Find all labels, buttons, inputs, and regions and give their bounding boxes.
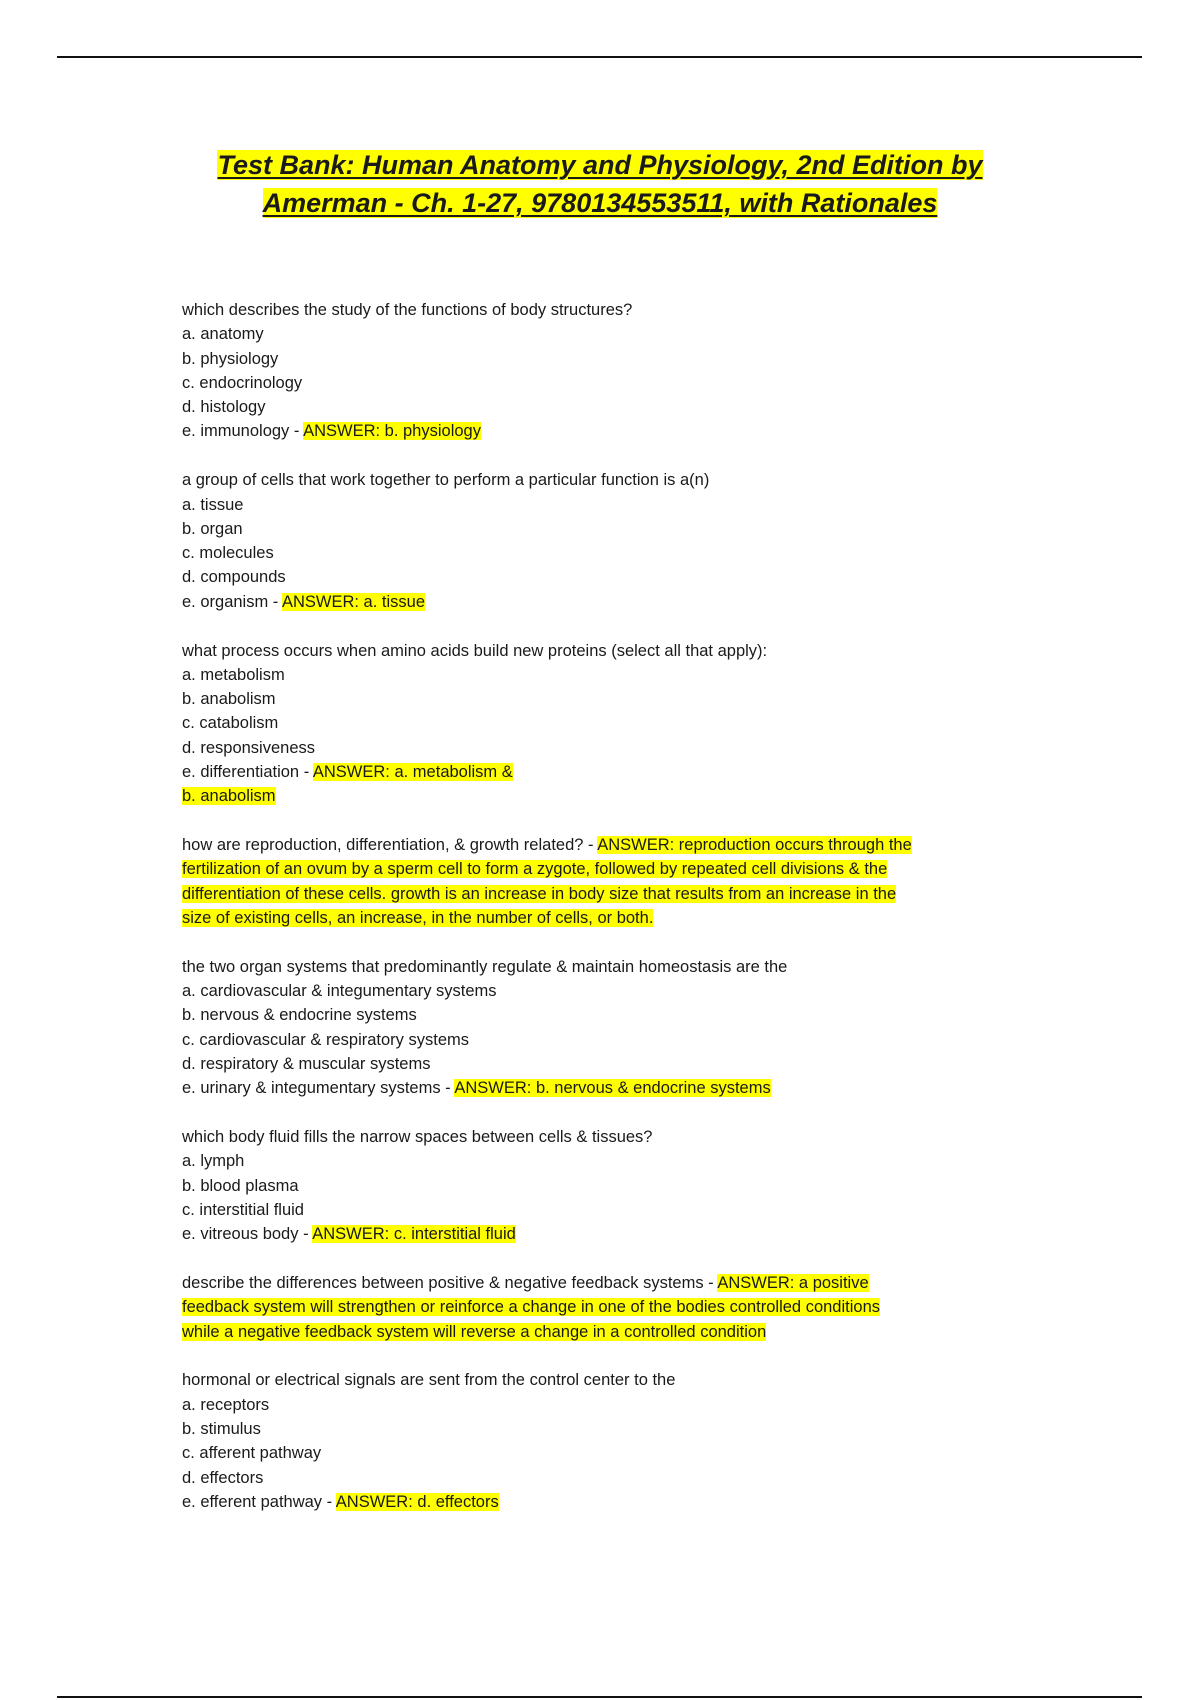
option-with-answer: [182, 590, 1042, 614]
option: c. endocrinology: [182, 373, 303, 392]
question-8: [182, 1368, 1042, 1514]
answer-continuation: [182, 906, 1042, 930]
option: e. immunology -: [182, 422, 304, 441]
answer-highlight: ANSWER: b. physiology: [303, 422, 481, 441]
option-with-answer: [182, 1490, 1042, 1514]
answer-highlight: size of existing cells, an increase, in the number of cells, or both.: [182, 909, 654, 928]
option: c. molecules: [182, 544, 274, 563]
answer-highlight: feedback system will strengthen or reinforce a change in one of the bodies controlled conditions: [182, 1298, 880, 1317]
question-4: [182, 833, 1042, 930]
answer-highlight: ANSWER: b. nervous & endocrine systems: [454, 1079, 771, 1098]
option: d. respiratory & muscular systems: [182, 1055, 431, 1074]
answer-highlight: fertilization of an ovum by a sperm cell to form a zygote, followed by repeated cell divisions & the: [182, 860, 888, 879]
answer-highlight: differentiation of these cells. growth is an increase in body size that results from an increase in the: [182, 884, 897, 903]
question-5: [182, 955, 1042, 1101]
option: b. anabolism: [182, 690, 276, 709]
top-rule: [57, 56, 1142, 58]
option: a. receptors: [182, 1395, 270, 1414]
question-3: [182, 639, 1042, 809]
bottom-rule: [57, 1696, 1142, 1698]
option: c. afferent pathway: [182, 1444, 322, 1463]
document-title: [0, 146, 1200, 222]
answer-highlight: ANSWER: a positive: [717, 1274, 869, 1293]
option: c. interstitial fluid: [182, 1201, 304, 1219]
question-7: [182, 1271, 1042, 1344]
option: a. anatomy: [182, 325, 264, 344]
option: b. stimulus: [182, 1420, 261, 1439]
answer-continuation: [182, 1320, 1042, 1344]
question-with-answer: [182, 833, 1042, 857]
question-list: [182, 298, 1042, 1514]
option: e. organism -: [182, 592, 282, 611]
question-stem: what process occurs when amino acids build new proteins (select all that apply):: [182, 641, 768, 660]
option-with-answer: [182, 1222, 1042, 1246]
answer-continuation: [182, 857, 1042, 881]
answer-continuation: [182, 1295, 1042, 1319]
option: e. differentiation -: [182, 763, 313, 782]
option: b. physiology: [182, 349, 279, 368]
answer-highlight: ANSWER: a. tissue: [281, 592, 426, 611]
option: c. cardiovascular & respiratory systems: [182, 1030, 470, 1049]
question-stem: a group of cells that work together to perform a particular function is a(n): [182, 471, 710, 490]
option: a. lymph: [182, 1152, 245, 1171]
option-with-answer: [182, 419, 1042, 443]
question-stem: which describes the study of the functions of body structures?: [182, 301, 633, 319]
option: a. tissue: [182, 495, 244, 514]
answer-highlight: ANSWER: reproduction occurs through the: [597, 836, 912, 855]
option: d. responsiveness: [182, 738, 315, 757]
option: a. cardiovascular & integumentary systems: [182, 982, 497, 1001]
question-6: [182, 1125, 1042, 1246]
question-stem: the two organ systems that predominantly regulate & maintain homeostasis are the: [182, 957, 788, 976]
question-2: [182, 468, 1042, 614]
question-stem: describe the differences between positive & negative feedback systems -: [182, 1274, 718, 1293]
option: d. histology: [182, 398, 266, 417]
question-stem: hormonal or electrical signals are sent from the control center to the: [182, 1371, 676, 1390]
answer-highlight: ANSWER: a. metabolism &: [312, 763, 513, 782]
option: b. organ: [182, 519, 243, 538]
option: e. vitreous body -: [182, 1225, 313, 1244]
option: b. nervous & endocrine systems: [182, 1006, 417, 1025]
question-1: [182, 298, 1042, 444]
answer-highlight: ANSWER: d. effectors: [335, 1492, 499, 1511]
option: e. urinary & integumentary systems -: [182, 1079, 455, 1098]
option: d. compounds: [182, 568, 286, 587]
answer-highlight: while a negative feedback system will reverse a change in a controlled condition: [182, 1322, 767, 1341]
option: d. effectors: [182, 1468, 264, 1487]
answer-continuation: [182, 784, 1042, 808]
title-line-1: Test Bank: Human Anatomy and Physiology, 2nd Edition by: [217, 150, 983, 180]
answer-highlight: ANSWER: c. interstitial fluid: [312, 1225, 516, 1244]
question-with-answer: [182, 1271, 1042, 1295]
question-stem: which body fluid fills the narrow spaces between cells & tissues?: [182, 1128, 653, 1147]
option: b. blood plasma: [182, 1176, 299, 1195]
title-line-2: Amerman - Ch. 1-27, 9780134553511, with Rationales: [262, 188, 938, 218]
option-with-answer: [182, 1076, 1042, 1100]
answer-continuation: [182, 882, 1042, 906]
option: e. efferent pathway -: [182, 1492, 336, 1511]
option: a. metabolism: [182, 665, 285, 684]
answer-highlight: b. anabolism: [182, 787, 276, 806]
option-with-answer: [182, 760, 1042, 784]
question-stem: how are reproduction, differentiation, & growth related? -: [182, 836, 598, 855]
option: c. catabolism: [182, 714, 279, 733]
